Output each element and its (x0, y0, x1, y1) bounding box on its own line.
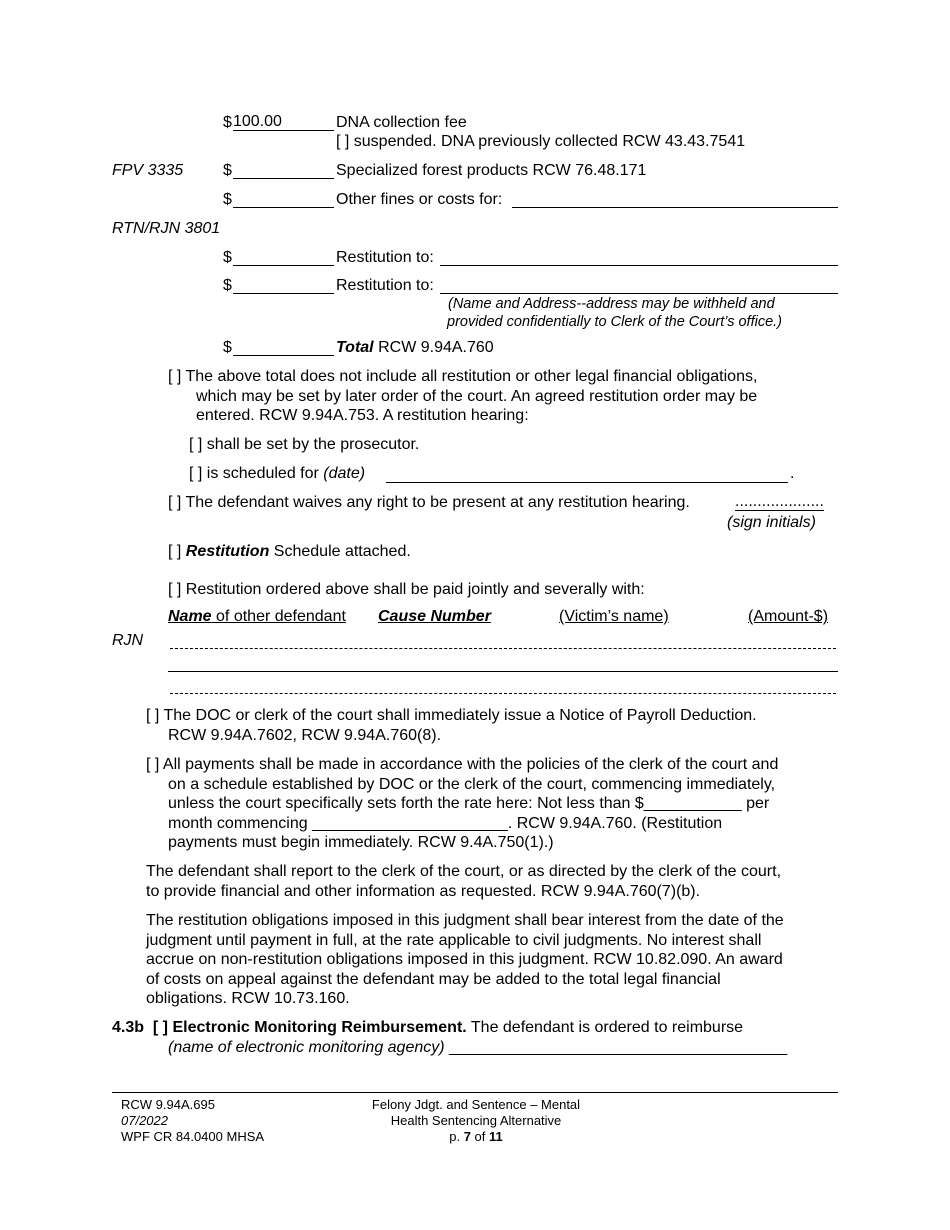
col-victim-header: (Victim’s name) (559, 608, 669, 625)
total-rcw: RCW 9.94A.760 (378, 339, 494, 356)
above-total-text-2: which may be set by later order of the court. An agreed restitution order may be (196, 388, 758, 405)
monitoring-title: Electronic Monitoring Reimbursement. (172, 1019, 467, 1036)
other-fines-field[interactable] (512, 207, 838, 208)
period: . (790, 465, 795, 482)
page-prefix: p. (449, 1129, 461, 1144)
payments-checkbox[interactable]: [ ] All payments shall be made in accordance with the policies of the clerk of the court and (146, 756, 779, 773)
dna-suspended-checkbox[interactable]: [ ] suspended. DNA previously collected RCW 43.43.7541 (336, 133, 746, 150)
sign-initials-label: (sign initials) (727, 514, 816, 531)
dollar-sign: $ (223, 249, 232, 266)
above-total-text-3: entered. RCW 9.94A.753. A restitution hearing: (196, 407, 529, 424)
schedule-bracket[interactable]: [ ] (168, 543, 182, 560)
codefendant-row-1[interactable] (170, 648, 836, 649)
monitoring-rest: The defendant is ordered to reimburse (470, 1019, 744, 1036)
footer-divider (112, 1092, 838, 1093)
rjn-code: RJN (112, 632, 144, 649)
col-name-rest: of other defendant (216, 608, 346, 625)
payments-text-2: on a schedule established by DOC or the clerk of the court, commencing immediately, (168, 776, 776, 793)
above-total-checkbox[interactable]: [ ] The above total does not include all restitution or other legal financial obligations, (168, 368, 758, 385)
payroll-checkbox[interactable]: [ ] The DOC or clerk of the court shall immediately issue a Notice of Payroll Deduction. (146, 707, 757, 724)
fpv-code: FPV 3335 (112, 162, 184, 179)
monitoring-heading (112, 1018, 743, 1037)
initials-field[interactable]: .................... (735, 493, 824, 510)
restitution-label-2: Restitution to: (336, 277, 434, 294)
footer-page (326, 1129, 626, 1145)
schedule-bold: Restitution (185, 543, 270, 560)
total-label-bold: Total (336, 339, 374, 356)
page-of: of (474, 1129, 486, 1144)
page-total: 11 (489, 1129, 503, 1144)
interest-text-5: obligations. RCW 10.73.160. (146, 990, 350, 1007)
waive-checkbox[interactable]: [ ] The defendant waives any right to be present at any restitution hearing. (168, 494, 690, 511)
dollar-sign: $ (223, 277, 232, 294)
agency-field[interactable]: ______________________________________ (449, 1039, 788, 1056)
footer-form: WPF CR 84.0400 MHSA (121, 1129, 265, 1144)
report-text-1: The defendant shall report to the clerk of the court, or as directed by the clerk of the court, (146, 863, 782, 880)
other-amount-field[interactable] (233, 207, 334, 208)
interest-text-4: of costs on appeal against the defendant may be added to the total legal financial (146, 971, 721, 988)
scheduled-checkbox (189, 464, 365, 483)
footer-title-1: Felony Jdgt. and Sentence – Mental (371, 1097, 581, 1112)
col-amount-header: (Amount-$) (748, 608, 829, 625)
footer-title (326, 1097, 626, 1145)
col-name-bold: Name (168, 608, 212, 625)
scheduled-date-label: (date) (323, 465, 366, 482)
codefendant-row-2[interactable] (168, 671, 838, 672)
name-address-note-2: provided confidentially to Clerk of the Court’s office.) (447, 314, 783, 330)
restitution-to-field-1[interactable] (440, 265, 838, 266)
monitoring-checkbox[interactable]: [ ] (152, 1019, 169, 1036)
restitution-label-1: Restitution to: (336, 249, 434, 266)
col-name-header (168, 607, 346, 626)
payments-text-3: unless the court specifically sets forth the rate here: Not less than $___________ per (168, 795, 770, 812)
footer-rcw: RCW 9.94A.695 (121, 1097, 215, 1112)
payments-text-5: payments must begin immediately. RCW 9.4A.750(1).) (168, 834, 554, 851)
name-address-note: (Name and Address--address may be withheld and (448, 296, 775, 312)
hearing-date-field[interactable] (386, 482, 788, 483)
dollar-sign: $ (223, 114, 232, 131)
other-fines-label: Other fines or costs for: (336, 191, 503, 208)
interest-text-3: accrue on non-restitution obligations imposed in this judgment. RCW 10.82.090. An award (146, 951, 783, 968)
restitution-to-field-2[interactable] (440, 293, 838, 294)
page-number: 7 (463, 1129, 471, 1144)
scheduled-prefix[interactable]: [ ] is scheduled for (189, 465, 319, 482)
footer-title-2: Health Sentencing Alternative (390, 1113, 562, 1128)
set-by-prosecutor-checkbox[interactable]: [ ] shall be set by the prosecutor. (189, 436, 420, 453)
interest-text-1: The restitution obligations imposed in this judgment shall bear interest from the date of the (146, 912, 784, 929)
total-amount-field[interactable] (233, 355, 334, 356)
payroll-text-2: RCW 9.94A.7602, RCW 9.94A.760(8). (168, 727, 442, 744)
forest-products-label: Specialized forest products RCW 76.48.171 (336, 162, 647, 179)
dollar-sign: $ (223, 339, 232, 356)
forest-amount-field[interactable] (233, 178, 334, 179)
schedule-rest: Schedule attached. (273, 543, 411, 560)
dollar-sign: $ (223, 162, 232, 179)
interest-text-2: judgment until payment in full, at the rate applicable to civil judgments. No interest shall (146, 932, 762, 949)
restitution-amount-2[interactable] (233, 293, 334, 294)
rtn-code: RTN/RJN 3801 (112, 220, 221, 237)
agency-label: (name of electronic monitoring agency) (168, 1039, 445, 1056)
report-text-2: to provide financial and other information as requested. RCW 9.94A.760(7)(b). (146, 883, 701, 900)
footer-date: 07/2022 (121, 1113, 168, 1128)
total-label (336, 338, 494, 357)
payments-text-4: month commencing ______________________. RCW 9.94A.760. (Restitution (168, 815, 723, 832)
dollar-sign: $ (223, 191, 232, 208)
dna-fee-amount[interactable]: 100.00 (233, 113, 334, 131)
dna-fee-label: DNA collection fee (336, 114, 467, 131)
codefendant-row-3[interactable] (170, 693, 836, 694)
jointly-checkbox[interactable]: [ ] Restitution ordered above shall be paid jointly and severally with: (168, 581, 645, 598)
col-cause-header: Cause Number (378, 608, 491, 625)
restitution-amount-1[interactable] (233, 265, 334, 266)
monitoring-agency-line (168, 1038, 787, 1057)
restitution-schedule-checkbox (168, 542, 411, 561)
section-number: 4.3b (112, 1019, 145, 1036)
